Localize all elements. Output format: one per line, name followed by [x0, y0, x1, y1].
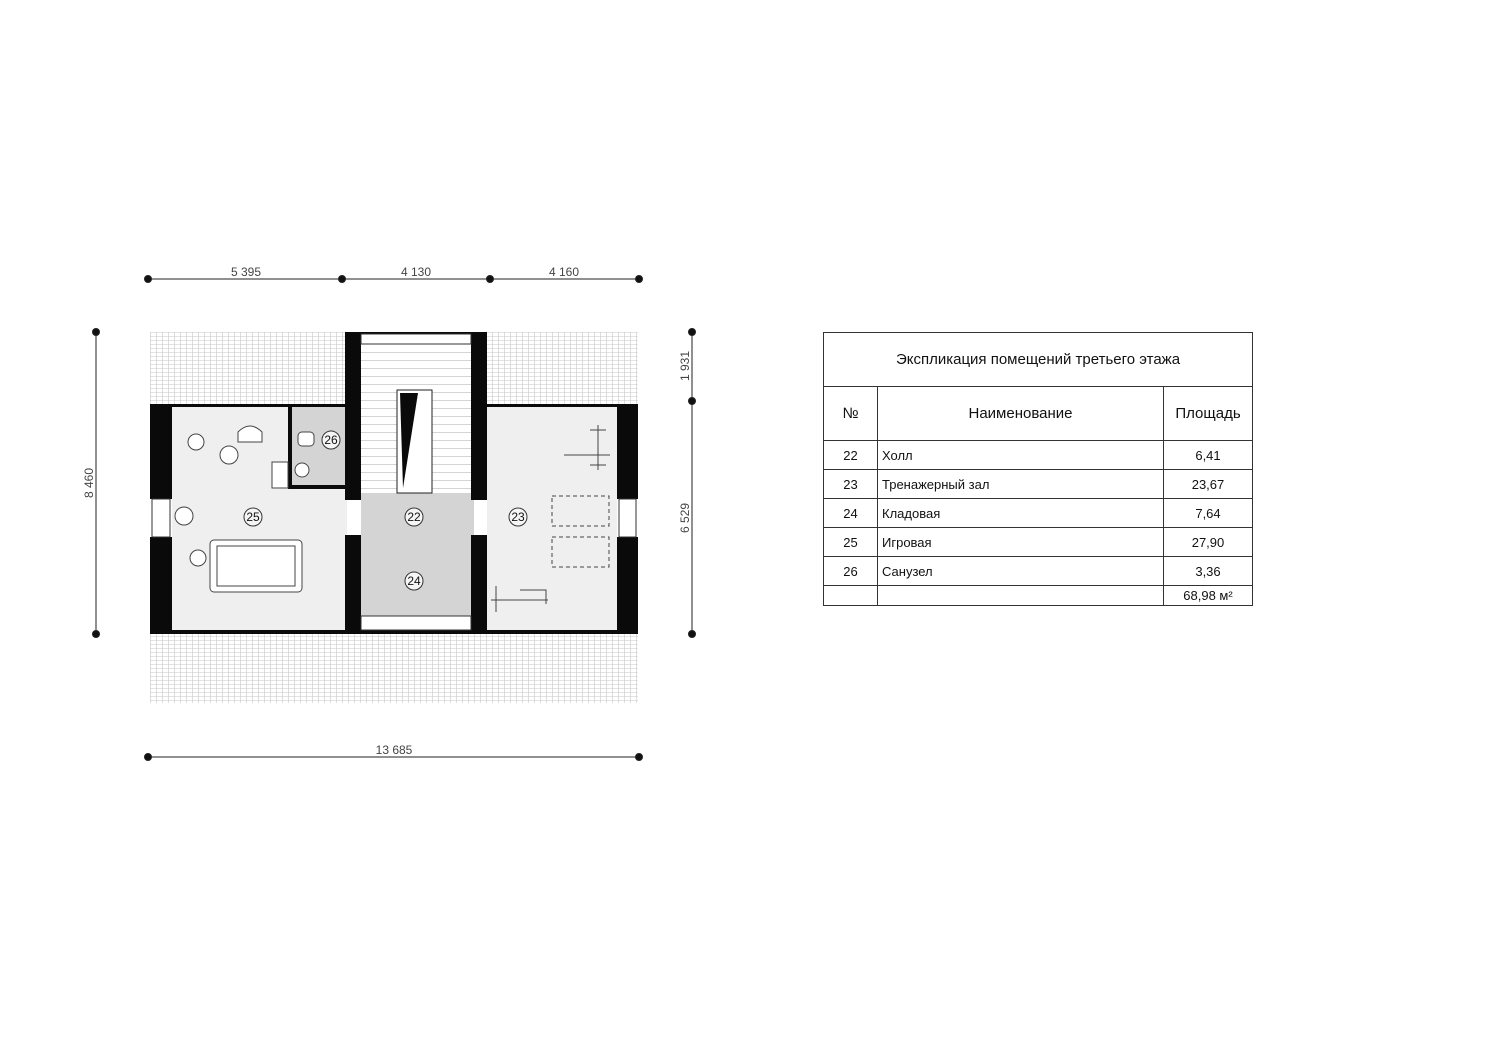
- dimension-label: 8 460: [82, 467, 96, 499]
- row-name: Тренажерный зал: [878, 470, 1164, 499]
- table-row: [824, 441, 1253, 470]
- table-title: Экспликация помещений третьего этажа: [824, 333, 1253, 387]
- row-area: 6,41: [1164, 441, 1253, 470]
- dimension-label: 4 130: [400, 265, 432, 279]
- row-number: 26: [824, 557, 878, 586]
- row-name: Холл: [878, 441, 1164, 470]
- row-area: 23,67: [1164, 470, 1253, 499]
- row-name: Кладовая: [878, 499, 1164, 528]
- table-row: [824, 470, 1253, 499]
- row-area: 27,90: [1164, 528, 1253, 557]
- row-name: Игровая: [878, 528, 1164, 557]
- row-number: 25: [824, 528, 878, 557]
- row-name: Санузел: [878, 557, 1164, 586]
- row-area: 7,64: [1164, 499, 1253, 528]
- room-number: 26: [324, 433, 338, 447]
- table-row: [824, 528, 1253, 557]
- total-area: 68,98 м²: [1164, 586, 1253, 606]
- header-area: Площадь: [1164, 387, 1253, 441]
- row-number: 24: [824, 499, 878, 528]
- total-row: [824, 586, 1253, 606]
- room-number: 22: [407, 510, 421, 524]
- row-number: 23: [824, 470, 878, 499]
- dimension-label: 13 685: [375, 743, 413, 757]
- header-name: Наименование: [878, 387, 1164, 441]
- dimension-label: 4 160: [548, 265, 580, 279]
- dimension-label: 6 529: [678, 502, 692, 534]
- header-number: №: [824, 387, 878, 441]
- dimension-label: 5 395: [230, 265, 262, 279]
- staircase: [397, 390, 432, 493]
- dimension-label: 1 931: [678, 350, 692, 382]
- total-empty-cell: [878, 586, 1164, 606]
- row-number: 22: [824, 441, 878, 470]
- room-number: 23: [511, 510, 525, 524]
- total-empty-cell: [824, 586, 878, 606]
- table-row: [824, 557, 1253, 586]
- room-number: 25: [246, 510, 260, 524]
- room-number: 24: [407, 574, 421, 588]
- table-row: [824, 499, 1253, 528]
- row-area: 3,36: [1164, 557, 1253, 586]
- explication-table: [823, 332, 1253, 606]
